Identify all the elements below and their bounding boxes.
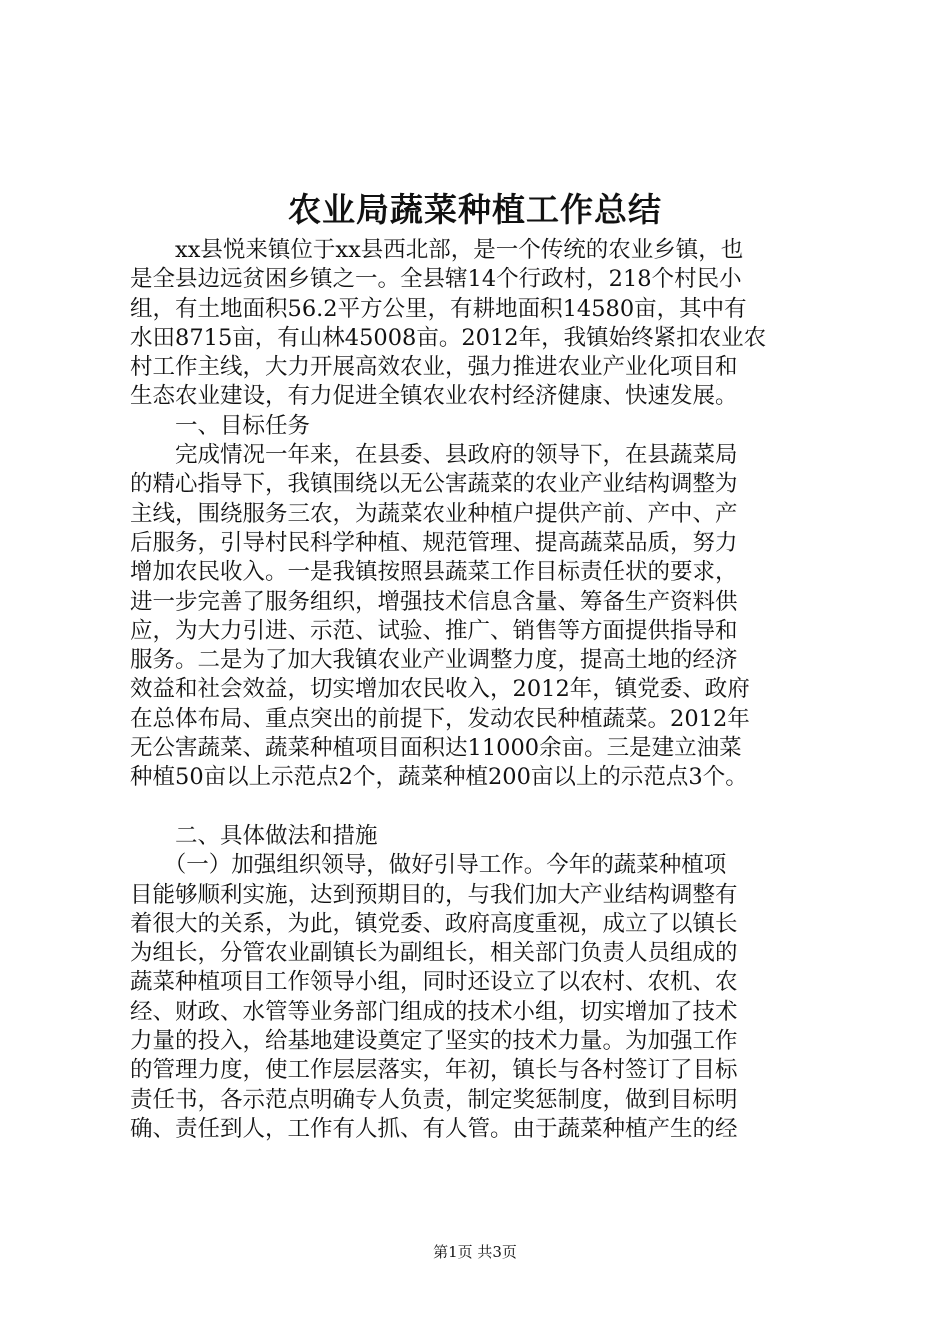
- text-line: 是全县边远贫困乡镇之一。全县辖14个行政村，218个村民小: [130, 266, 742, 293]
- page-footer: 第1页 共3页: [433, 1243, 517, 1261]
- text-line: 组，有土地面积56.2平方公里，有耕地面积14580亩，其中有: [130, 295, 747, 322]
- text-line: 村工作主线，大力开展高效农业，强力推进农业产业化项目和: [130, 354, 738, 381]
- text-line: 蔬菜种植项目工作领导小组，同时还设立了以农村、农机、农: [130, 969, 738, 996]
- text-line: 进一步完善了服务组织，增强技术信息含量、筹备生产资料供: [130, 588, 738, 615]
- text-line: 种植50亩以上示范点2个，蔬菜种植200亩以上的示范点3个。: [130, 764, 748, 791]
- text-line: 服务。二是为了加大我镇农业产业调整力度，提高土地的经济: [130, 647, 738, 674]
- text-line: 增加农民收入。一是我镇按照县蔬菜工作目标责任状的要求，: [130, 559, 738, 586]
- text-line: 在总体布局、重点突出的前提下，发动农民种植蔬菜。2012年: [130, 705, 750, 732]
- text-line: 为组长，分管农业副镇长为副组长，相关部门负责人员组成的: [130, 940, 738, 967]
- text-line: （一）加强组织领导，做好引导工作。今年的蔬菜种植项: [130, 852, 727, 879]
- text-line: 效益和社会效益，切实增加农民收入，2012年，镇党委、政府: [130, 676, 750, 703]
- text-line: 的管理力度，使工作层层落实，年初，镇长与各村签订了目标: [130, 1057, 738, 1084]
- blank-line: [130, 793, 850, 822]
- text-line: 的精心指导下，我镇围绕以无公害蔬菜的农业产业结构调整为: [130, 471, 738, 498]
- text-line: 经、财政、水管等业务部门组成的技术小组，切实增加了技术: [130, 998, 738, 1025]
- text-line: 水田8715亩，有山林45008亩。2012年，我镇始终紧扣农业农: [130, 324, 767, 351]
- text-line: 着很大的关系，为此，镇党委、政府高度重视，成立了以镇长: [130, 910, 738, 937]
- section-heading: 二、具体做法和措施: [130, 822, 378, 849]
- text-line: xx县悦来镇位于xx县西北部，是一个传统的农业乡镇，也: [130, 237, 744, 263]
- document-body: [130, 236, 850, 1144]
- text-line: 生态农业建设，有力促进全镇农业农村经济健康、快速发展。: [130, 383, 738, 410]
- text-line: 力量的投入，给基地建设奠定了坚实的技术力量。为加强工作: [130, 1028, 738, 1055]
- text-line: 主线，围绕服务三农，为蔬菜农业种植户提供产前、产中、产: [130, 500, 738, 527]
- text-line: 应，为大力引进、示范、试验、推广、销售等方面提供指导和: [130, 617, 738, 644]
- text-line: 确、责任到人，工作有人抓、有人管。由于蔬菜种植产生的经: [130, 1115, 738, 1142]
- text-line: 完成情况一年来，在县委、县政府的领导下，在县蔬菜局: [130, 442, 738, 469]
- text-line: 无公害蔬菜、蔬菜种植项目面积达11000余亩。三是建立油菜: [130, 735, 742, 762]
- text-line: 目能够顺利实施，达到预期目的，与我们加大产业结构调整有: [130, 881, 738, 908]
- text-line: 责任书，各示范点明确专人负责，制定奖惩制度，做到目标明: [130, 1086, 738, 1113]
- section-heading: 一、目标任务: [130, 412, 311, 439]
- text-line: 后服务，引导村民科学种植、规范管理、提高蔬菜品质，努力: [130, 529, 738, 556]
- document-title: 农业局蔬菜种植工作总结: [288, 190, 662, 229]
